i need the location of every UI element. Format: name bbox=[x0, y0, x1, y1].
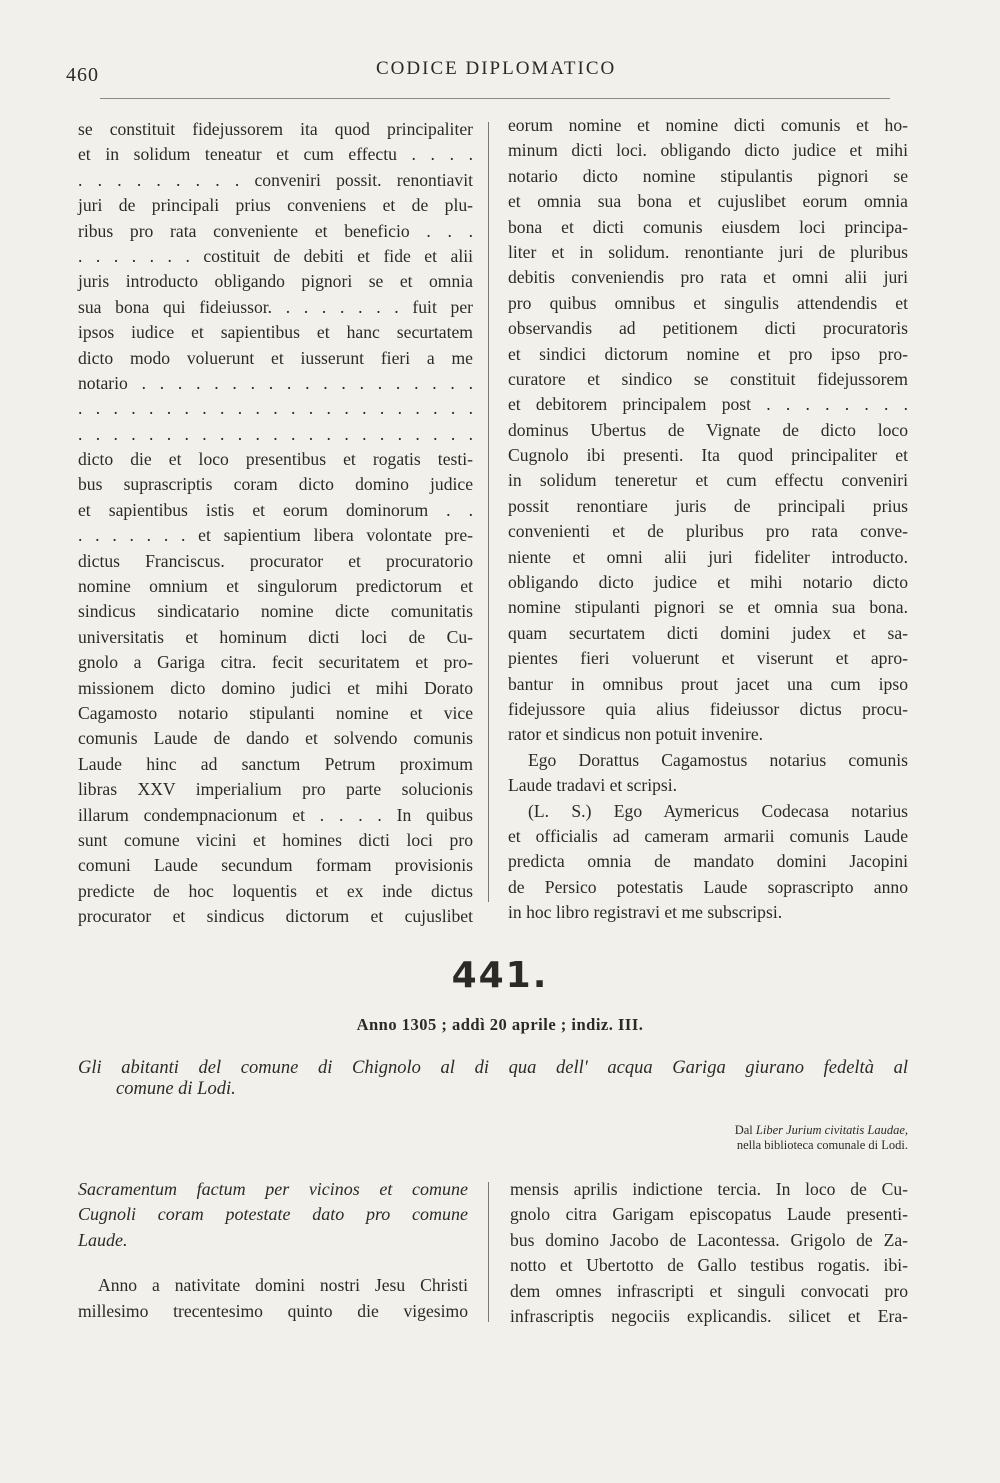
text-line: millesimo trecentesimo quinto die vigesimo bbox=[78, 1300, 468, 1321]
text-line: Laude tradavi et scripsi. bbox=[508, 775, 678, 796]
summary-line: comune di Lodi. bbox=[116, 1079, 236, 1099]
text-line: ribus pro rata conveniente et beneficio . . . bbox=[78, 220, 473, 241]
text-line: sindicus sindicatario nomine dicte comunitatis bbox=[78, 601, 473, 622]
text-line: bus domino Jacobo de Lacontessa. Grigolo de Za- bbox=[510, 1229, 908, 1250]
text-line: et debitorem principalem post . . . . . . . . bbox=[508, 394, 908, 415]
source-title: Liber Jurium civitatis Laudae, bbox=[755, 1123, 908, 1137]
text-line: bona et dicti comunis eiusdem loci principa- bbox=[508, 216, 908, 237]
text-line: possit renontiare juris de principali prius bbox=[508, 495, 908, 516]
text-line: sua bona qui fideiussor. . . . . . . . fuit per bbox=[78, 296, 473, 317]
text-line: (L. S.) Ego Aymericus Codecasa notarius bbox=[528, 800, 908, 821]
text-line: dominus Ubertus de Vignate de dicto loco bbox=[508, 419, 908, 440]
document-number: 441. bbox=[451, 955, 549, 996]
text-line: et in solidum teneatur et cum effectu . . . . bbox=[78, 144, 473, 165]
text-line: Laude hinc ad sanctum Petrum proximum bbox=[78, 753, 473, 774]
text-line: dem omnes infrascripti et singuli convocati pro bbox=[510, 1280, 908, 1301]
text-line: de Persico potestatis Laude soprascripto anno bbox=[508, 876, 908, 897]
source-line: nella biblioteca comunale di Lodi. bbox=[736, 1138, 908, 1152]
text-line: . . . . . . . costituit de debiti et fide et alii bbox=[78, 245, 473, 266]
source-line bbox=[735, 1123, 908, 1138]
rubric bbox=[78, 1177, 468, 1253]
text-line: gnolo a Gariga citra. fecit securitatem et pro- bbox=[78, 652, 473, 673]
text-line: et sapientibus istis et eorum dominorum . . bbox=[78, 499, 473, 520]
text-line: dicto modo voluerunt et iusserunt fieri a me bbox=[78, 347, 473, 368]
text-line: Ego Dorattus Cagamostus notarius comunis bbox=[528, 749, 908, 770]
text-line: predicta omnia de mandato domini Jacopini bbox=[508, 851, 908, 872]
rubric-line: Cugnoli coram potestate dato pro comune bbox=[78, 1204, 468, 1225]
text-line: Anno a nativitate domini nostri Jesu Christi bbox=[98, 1275, 468, 1296]
text-line: . . . . . . . et sapientium libera volontate pre- bbox=[78, 525, 473, 546]
rubric-line: Sacramentum factum per vicinos et comune bbox=[78, 1179, 468, 1199]
paragraph-gap bbox=[78, 1253, 468, 1273]
text-line: minum dicti loci. obligando dicto judice et mihi bbox=[508, 140, 908, 161]
text-line: comuni Laude secundum formam provisionis bbox=[78, 855, 473, 876]
text-line: Cugnolo ibi presenti. Ita quod principaliter et bbox=[508, 445, 908, 466]
text-line: rator et sindicus non potuit invenire. bbox=[508, 724, 764, 745]
upper-right-column bbox=[508, 113, 908, 926]
header-rule bbox=[100, 98, 890, 99]
text-line: quam securtatem dicti domini judex et sa- bbox=[508, 622, 908, 643]
rubric-line: Laude. bbox=[78, 1229, 128, 1250]
source-prefix: Dal bbox=[734, 1123, 756, 1137]
text-line: sunt comune vicini et homines dicti loci pro bbox=[78, 829, 473, 850]
text-line: bantur in omnibus prout jacet una cum ipso bbox=[508, 673, 908, 694]
text-line: illarum condempnacionum et . . . . In quibus bbox=[78, 804, 473, 825]
lower-left-column bbox=[78, 1177, 468, 1324]
text-line: dictus Franciscus. procurator et procuratorio bbox=[78, 550, 473, 571]
text-line: notario . . . . . . . . . . . . . . . . . . . bbox=[78, 372, 473, 393]
text-line: et officialis ad cameram armarii comunis Laude bbox=[508, 825, 908, 846]
text-line: se constituit fidejussorem ita quod principaliter bbox=[78, 119, 473, 139]
text-line: obligando dicto judice et mihi notario dicto bbox=[508, 572, 908, 593]
text-line: pientes fieri voluerunt et viserunt et apro- bbox=[508, 648, 908, 669]
text-line: in solidum teneretur et cum effectu conveniri bbox=[508, 470, 908, 491]
text-line: . . . . . . . . . . . . . . . . . . . . . . . bbox=[78, 423, 473, 444]
text-line: bus suprascriptis coram dicto domino judice bbox=[78, 474, 473, 495]
running-title: CODICE DIPLOMATICO bbox=[376, 58, 617, 79]
text-line: in hoc libro registravi et me subscripsi. bbox=[508, 902, 783, 923]
document-summary bbox=[78, 1058, 908, 1100]
text-line: universitatis et hominum dicti loci de Cu- bbox=[78, 626, 473, 647]
document-date: Anno 1305 ; addì 20 aprile ; indiz. III. bbox=[356, 1015, 644, 1034]
text-line: observandis ad petitionem dicti procuratoris bbox=[508, 318, 908, 339]
text-line: predicte de hoc loquentis et ex inde dictus bbox=[78, 880, 473, 901]
lower-right-column bbox=[510, 1177, 908, 1329]
upper-left-column bbox=[78, 117, 473, 930]
text-line: liter et in solidum. renontiante juri de pluribus bbox=[508, 241, 908, 262]
text-line: . . . . . . . . . . . . . . . . . . . . . . . bbox=[78, 398, 473, 419]
column-divider bbox=[488, 122, 489, 902]
text-line: convenienti et de pluribus pro rata conve- bbox=[508, 521, 908, 542]
text-line: Cagamosto notario stipulanti nomine et vice bbox=[78, 702, 473, 723]
source-note bbox=[735, 1123, 908, 1153]
text-line: debitis conveniendis pro rata et omni alii juri bbox=[508, 267, 908, 288]
text-line: missionem dicto domino judici et mihi Dorato bbox=[78, 677, 473, 698]
text-line: et omnia sua bona et cujuslibet eorum omnia bbox=[508, 191, 908, 212]
text-line: comunis Laude de dando et solvendo comunis bbox=[78, 728, 473, 749]
page-header bbox=[66, 58, 908, 88]
text-line: juris introducto obligando pignori se et omnia bbox=[78, 271, 473, 292]
text-line: dicto die et loco presentibus et rogatis testi- bbox=[78, 449, 473, 470]
text-line: juri de principali prius conveniens et de plu- bbox=[78, 195, 473, 216]
text-line: notto et Ubertotto de Gallo testibus rogatis. ibi- bbox=[510, 1255, 908, 1276]
text-line: mensis aprilis indictione tercia. In loco de Cu- bbox=[510, 1179, 908, 1199]
text-line: niente et omni alii juri fideliter introducto. bbox=[508, 546, 908, 567]
text-line: ipsos iudice et sapientibus et hanc securtatem bbox=[78, 322, 473, 343]
text-line: et sindici dictorum nomine et pro ipso pro- bbox=[508, 343, 908, 364]
text-line: fidejussore quia alius fideiussor dictus procu- bbox=[508, 698, 908, 719]
text-line: gnolo citra Garigam episcopatus Laude presenti- bbox=[510, 1204, 908, 1225]
text-line: notario dicto nomine stipulantis pignori se bbox=[508, 165, 908, 186]
text-line: pro quibus omnibus et singulis attendendis et bbox=[508, 292, 908, 313]
text-line: . . . . . . . . . conveniri possit. renontiavit bbox=[78, 169, 473, 190]
text-line: infrascriptis negociis explicandis. silicet et Era- bbox=[510, 1305, 908, 1326]
text-line: libras XXV imperialium pro parte solucionis bbox=[78, 779, 473, 800]
text-line: eorum nomine et nomine dicti comunis et ho- bbox=[508, 115, 908, 135]
text-line: nomine stipulanti pignori se et omnia sua bona. bbox=[508, 597, 908, 618]
column-divider bbox=[488, 1182, 489, 1322]
summary-line: Gli abitanti del comune di Chignolo al di qua dell' acqua Gariga giurano fedeltà al bbox=[78, 1058, 908, 1078]
text-line: procurator et sindicus dictorum et cujuslibet bbox=[78, 906, 473, 927]
text-line: curatore et sindico se constituit fidejussorem bbox=[508, 368, 908, 389]
page-number: 460 bbox=[66, 64, 99, 86]
text-line: nomine omnium et singulorum predictorum et bbox=[78, 576, 473, 597]
